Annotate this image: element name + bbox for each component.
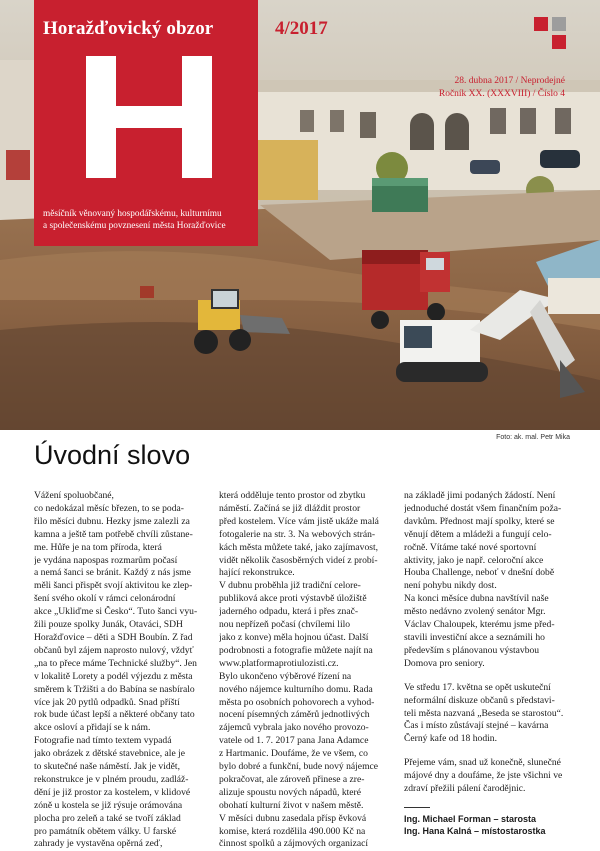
text-line: rok bude účast lepší a některé občany tato <box>34 709 195 721</box>
masthead-description <box>43 208 253 232</box>
text-line: vidět několik časosběrných videí z probí- <box>219 554 378 566</box>
text-line: je vydána napospas rozmarům počasí <box>34 554 178 566</box>
text-line: Čas i místo zůstávají stejné – kavárna <box>404 720 549 732</box>
text-line: fotogalerie na str. 3. Na webových strán- <box>219 528 376 540</box>
text-line: májové dny a doufáme, že jste všichni ve <box>404 770 563 782</box>
text-line: z Hartmanic. Doufáme, že ve všem, co <box>219 748 368 760</box>
date-line: 28. dubna 2017 / Neprodejné <box>454 76 565 86</box>
text-line: dění je již prostor za kostelem, v klidové <box>34 786 191 798</box>
text-line: plocha pro zeleň a také se tvoří základ <box>34 812 181 824</box>
text-line: Na konci měsíce dubna navštívil naše <box>404 593 549 605</box>
column-3-paragraphs-b <box>404 682 574 747</box>
text-line: nocení písemných záměrů jednotlivých <box>219 709 370 721</box>
text-line: jako z konve) měla hojnou účast. Další <box>219 631 369 643</box>
text-line: a nemá šanci se bránit. Každý z nás jsme <box>34 567 191 579</box>
text-line: kamna a ještě tam potřebě chvíli zůstane- <box>34 528 193 540</box>
text-line: www.platformaprotiulozisti.cz. <box>219 657 339 669</box>
text-line: město nedávno zvolený senátor Mgr. <box>404 606 546 618</box>
text-line: nou nepřízeň počasí (chvílemi lilo <box>219 619 351 631</box>
column-3-paragraphs-c <box>404 757 574 796</box>
text-line: obohatí kulturní život v našem městě. <box>219 799 364 811</box>
masthead-logo-letter <box>86 56 212 178</box>
text-line: kách města můžete také, jako zajímavost, <box>219 541 379 553</box>
text-line: šení svého okolí v rámci celonárodní <box>34 593 176 605</box>
text-line: není pohybu nikdy dost. <box>404 580 497 592</box>
newspaper-title: Horažďovický obzor <box>43 18 214 39</box>
signature-deputy-mayor: Ing. Hana Kalná – místostarostka <box>404 826 546 837</box>
article-column-3 <box>404 490 574 838</box>
text-line: stavili investiční akce a seznámili ho <box>404 631 545 643</box>
photo-credit: Foto: ak. mal. Petr Mika <box>496 434 570 441</box>
text-line: akce osloví a přidají se k nám. <box>34 722 151 734</box>
text-line: zdraví přežili pálení čarodějnic. <box>404 783 526 795</box>
text-line: směrem k Tržišti a do Babína se nasbíralo <box>34 683 195 695</box>
text-line: Ve středu 17. května se opět uskuteční <box>404 681 551 693</box>
brand-squares-icon <box>534 17 568 51</box>
text-line: zájemců vybrala jako nového provozo- <box>219 722 369 734</box>
text-line: davkům. Přednost mají spolky, které se <box>404 515 555 527</box>
text-line: bylo dobré a funkční, bude nový nájemce <box>219 761 379 773</box>
text-line: Přejeme vám, snad už konečně, slunečné <box>404 757 561 769</box>
text-line: jako obrázek z dětské stavebnice, ale je <box>34 748 186 760</box>
text-line: zahrady je vystavěna opěrná zeď, <box>34 838 163 850</box>
text-line: Václav Chaloupek, kterému jsme před- <box>404 619 555 631</box>
text-line: pokračovat, ale zároveň přinese a zre- <box>219 773 365 785</box>
text-line: V dubnu proběhla již tradiční celore- <box>219 580 361 592</box>
text-line: rekonstrukce je v plném proudu, zadláž- <box>34 773 189 785</box>
text-line: vatele od 1. 7. 2017 pana Jana Adamce <box>219 735 369 747</box>
text-line: města po osobních pohovorech a vyhod- <box>219 696 375 708</box>
text-line: zóně u kostela se již rýsuje orámována <box>34 799 183 811</box>
text-line: žili pouze spolky Junák, Otaváci, SDH <box>34 619 183 631</box>
text-line: publiková akce proti výstavbě úložiště <box>219 593 367 605</box>
text-line: nového nájemce kulturního domu. Rada <box>219 683 373 695</box>
text-line: pro památník obětem války. U farské <box>34 825 177 837</box>
volume-line: Ročník XX. (XXXVIII) / Číslo 4 <box>438 89 565 99</box>
text-line: na základě jimi podaných žádostí. Není <box>404 490 556 501</box>
text-line: me. Hůře je na tom příroda, která <box>34 541 162 553</box>
text-line: v lokalitě Lorety a podél výjezdu z města <box>34 670 193 682</box>
text-line: občanů byl zájem naprosto nulový, vždyť <box>34 644 194 656</box>
text-line: která odděluje tento prostor od zbytku <box>219 490 366 501</box>
text-line: Vážení spoluobčané, <box>34 490 114 501</box>
column-3-paragraphs-a <box>404 490 574 671</box>
text-line: podrobnosti a fotografie můžete najít na <box>219 644 373 656</box>
text-line: jednoduché dostát všem finančním poža- <box>404 502 562 514</box>
text-line: věnují dětem a mládeži a fungují celo- <box>404 528 552 540</box>
text-line: Houba Challenge, neboť v dnešní době <box>404 567 555 579</box>
masthead <box>34 0 258 246</box>
text-line: „na to přece máme Technické služby“. Jen <box>34 657 197 669</box>
text-line: to skutečné naše náměstí. Jak je vidět, <box>34 761 180 773</box>
text-line: více jak 20 pytlů odpadků. Snad příští <box>34 696 180 708</box>
text-line: aktivity, jako je např. celoroční akce <box>404 554 544 566</box>
article-column-1 <box>34 490 212 851</box>
text-line: komise, která rozdělila 490.000 Kč na <box>219 825 366 837</box>
text-line: Domova pro seniory. <box>404 657 485 669</box>
text-line: před kostelem. Více vám jistě ukáže malá <box>219 515 379 527</box>
article-column-2 <box>219 490 397 851</box>
text-line: Fotografie nad tímto textem vypadá <box>34 735 172 747</box>
text-line: teli města nazvaná „Beseda se starostou“. <box>404 707 564 719</box>
text-line: V měsíci dubnu zasedala přísp ěvková <box>219 812 367 824</box>
text-line: co nedokázal měsíc březen, to se poda- <box>34 502 184 514</box>
text-line: alizuje spoustu nových nápadů, které <box>219 786 361 798</box>
signature-mayor: Ing. Michael Forman – starosta <box>404 813 537 824</box>
text-line: především s plánovanou výstavbou <box>404 644 540 656</box>
text-line: náměstí. Začíná se již dláždit prostor <box>219 502 361 514</box>
text-line: měli šanci přispět svojí aktivitou ke zlep- <box>34 580 193 592</box>
text-line: jaderného odpadu, která i přes znač- <box>219 606 359 618</box>
text-line: řilo měsíci dubnu. Hezky jsme zalezli za <box>34 515 190 527</box>
text-line: hající rekonstrukce. <box>219 567 295 579</box>
issue-date-block <box>439 75 565 101</box>
description-line: a společenskému povznesení města Horažďovice <box>43 221 226 231</box>
description-line: měsíčník věnovaný hospodářskému, kulturnímu <box>43 209 222 219</box>
text-line: neformální diskuze občanů s představi- <box>404 694 555 706</box>
text-line: ročně. Vítáme také nové sportovní <box>404 541 537 553</box>
text-line: Černý kafe od 18 hodin. <box>404 733 497 745</box>
text-line: akce „Ukliďme si Česko“. Tuto šanci vyu- <box>34 606 198 618</box>
text-line: Bylo ukončeno výběrové řízení na <box>219 670 352 682</box>
text-line: činnost spolků a zájmových organizací <box>219 838 369 850</box>
issue-number: 4/2017 <box>275 18 328 39</box>
text-line: Horažďovice – děti a SDH Boubín. Z řad <box>34 631 193 643</box>
signature-rule <box>404 807 430 808</box>
article-heading: Úvodní slovo <box>34 440 191 470</box>
